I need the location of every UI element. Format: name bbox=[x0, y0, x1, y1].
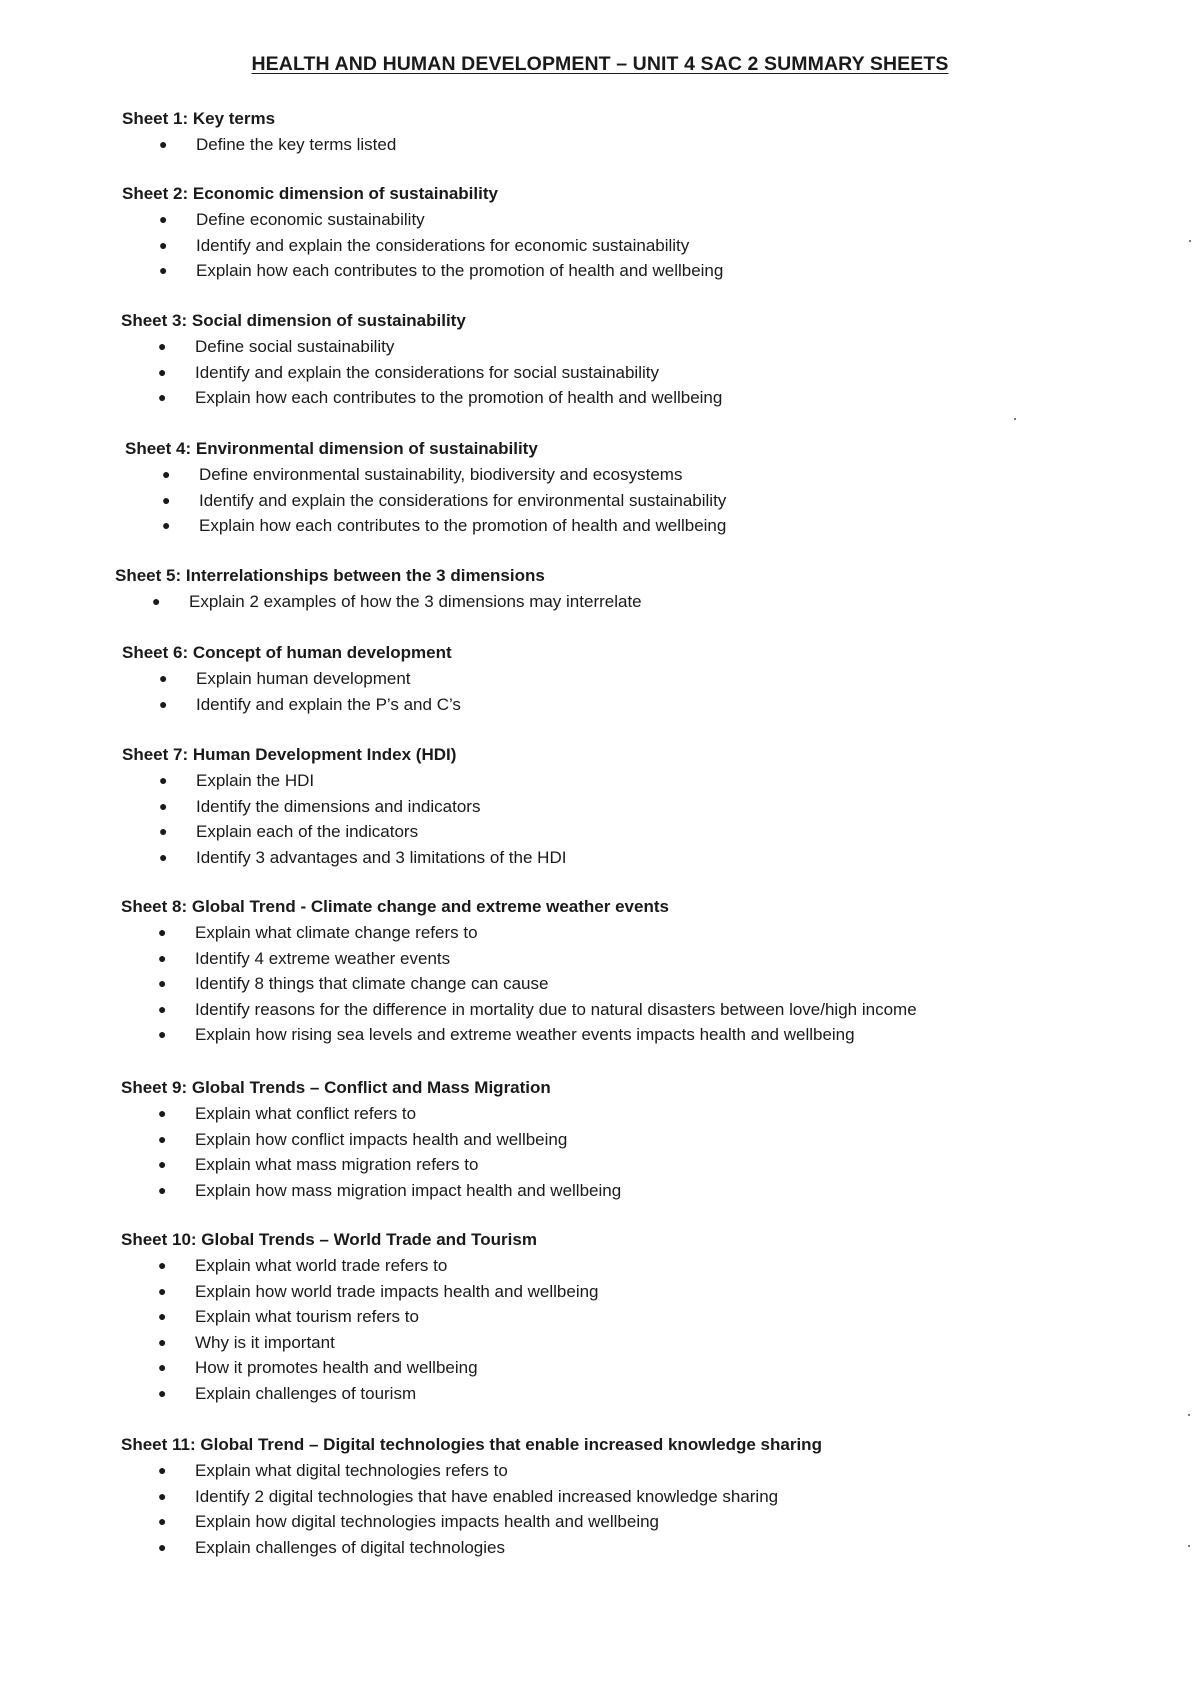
bullet-item bbox=[125, 513, 726, 539]
bullet-item bbox=[122, 845, 566, 871]
bullet-text: Explain what mass migration refers to bbox=[195, 1155, 479, 1175]
bullet-item bbox=[121, 1152, 621, 1178]
bullet-text: Define environmental sustainability, biodiversity and ecosystems bbox=[199, 465, 683, 484]
bullet-list bbox=[121, 1101, 621, 1203]
bullet-icon: ● bbox=[158, 949, 167, 966]
bullet-icon: ● bbox=[159, 848, 168, 865]
summary-sheet-section bbox=[115, 563, 642, 615]
bullet-text: Explain how conflict impacts health and wellbeing bbox=[195, 1129, 568, 1149]
bullet-icon: ● bbox=[158, 1257, 167, 1273]
bullet-text: Explain challenges of digital technologies bbox=[195, 1537, 505, 1557]
bullet-text: Explain human development bbox=[196, 669, 411, 688]
bullet-icon: ● bbox=[158, 338, 167, 354]
bullet-text: Explain how each contributes to the promotion of health and wellbeing bbox=[196, 261, 724, 281]
summary-sheet-section bbox=[122, 742, 566, 870]
bullet-text: Identify and explain the considerations for environmental sustainability bbox=[199, 490, 727, 510]
section-heading: Sheet 4: Environmental dimension of sustainability bbox=[125, 439, 538, 458]
summary-sheet-section bbox=[121, 308, 722, 411]
bullet-item bbox=[121, 1253, 599, 1279]
bullet-item bbox=[121, 1304, 599, 1330]
bullet-icon: ● bbox=[159, 262, 168, 279]
bullet-text: How it promotes health and wellbeing bbox=[195, 1358, 478, 1378]
bullet-icon: ● bbox=[158, 363, 167, 380]
bullet-text: Explain the HDI bbox=[196, 771, 315, 790]
bullet-icon: ● bbox=[158, 1308, 167, 1325]
bullet-icon: ● bbox=[152, 593, 161, 609]
bullet-text: Explain how rising sea levels and extreme weather events impacts health and wellbeing bbox=[195, 1025, 855, 1045]
bullet-item bbox=[121, 334, 722, 360]
bullet-text: Identify 4 extreme weather events bbox=[195, 948, 451, 968]
bullet-list bbox=[115, 589, 642, 615]
bullet-list bbox=[121, 334, 722, 411]
bullet-icon: ● bbox=[159, 772, 168, 788]
bullet-item bbox=[121, 920, 917, 946]
bullet-icon: ● bbox=[158, 1487, 167, 1504]
bullet-item bbox=[121, 1022, 917, 1048]
summary-sheet-section bbox=[121, 1075, 621, 1203]
bullet-item bbox=[115, 589, 642, 615]
bullet-text: Explain each of the indicators bbox=[196, 822, 419, 842]
bullet-item bbox=[121, 1458, 822, 1484]
bullet-text: Identify and explain the considerations for social sustainability bbox=[195, 362, 659, 382]
section-heading: Sheet 7: Human Development Index (HDI) bbox=[122, 745, 457, 764]
bullet-text: Explain challenges of tourism bbox=[195, 1383, 417, 1403]
bullet-text: Explain 2 examples of how the 3 dimensions may interrelate bbox=[189, 592, 642, 611]
summary-sheet-section bbox=[121, 894, 917, 1048]
bullet-item bbox=[121, 1355, 599, 1381]
section-heading: Sheet 3: Social dimension of sustainability bbox=[121, 311, 466, 330]
bullet-icon: ● bbox=[158, 1333, 167, 1350]
bullet-item bbox=[121, 1509, 822, 1535]
bullet-icon: ● bbox=[158, 924, 167, 940]
bullet-text: Explain how each contributes to the promotion of health and wellbeing bbox=[195, 388, 723, 408]
bullet-text: Explain what tourism refers to bbox=[195, 1307, 419, 1327]
section-heading: Sheet 11: Global Trend – Digital technologies that enable increased knowledge sharing bbox=[121, 1435, 822, 1454]
bullet-text: Identify 3 advantages and 3 limitations of the HDI bbox=[196, 847, 567, 867]
section-heading: Sheet 6: Concept of human development bbox=[122, 643, 452, 662]
bullet-icon: ● bbox=[158, 1156, 167, 1173]
bullet-item bbox=[122, 819, 566, 845]
bullet-text: Explain what world trade refers to bbox=[195, 1256, 448, 1275]
bullet-icon: ● bbox=[159, 236, 168, 253]
summary-sheet-section bbox=[121, 1227, 599, 1407]
section-heading: Sheet 9: Global Trends – Conflict and Mass Migration bbox=[121, 1078, 551, 1097]
bullet-text: Explain what digital technologies refers to bbox=[195, 1461, 508, 1480]
bullet-icon: ● bbox=[158, 1462, 167, 1478]
bullet-list bbox=[122, 207, 723, 284]
bullet-text: Define the key terms listed bbox=[196, 135, 397, 154]
summary-sheet-section bbox=[122, 640, 461, 717]
summary-sheet-section bbox=[125, 436, 726, 539]
bullet-icon: ● bbox=[158, 1000, 167, 1017]
bullet-item bbox=[121, 997, 917, 1023]
bullet-icon: ● bbox=[159, 797, 168, 814]
summary-sheet-section bbox=[121, 1432, 822, 1560]
bullet-text: Identify 2 digital technologies that have enabled increased knowledge sharing bbox=[195, 1486, 779, 1506]
bullet-icon: ● bbox=[158, 1513, 167, 1530]
bullet-text: Identify reasons for the difference in mortality due to natural disasters between love/high income bbox=[195, 999, 917, 1019]
bullet-item bbox=[125, 462, 726, 488]
bullet-text: Identify the dimensions and indicators bbox=[196, 796, 481, 816]
bullet-icon: ● bbox=[159, 695, 168, 712]
bullet-icon: ● bbox=[162, 517, 171, 534]
bullet-item bbox=[121, 1330, 599, 1356]
bullet-text: Explain what conflict refers to bbox=[195, 1104, 417, 1123]
bullet-text: Define social sustainability bbox=[195, 337, 395, 356]
section-heading: Sheet 5: Interrelationships between the 3 dimensions bbox=[115, 566, 545, 585]
bullet-icon: ● bbox=[162, 466, 171, 482]
bullet-icon: ● bbox=[158, 1282, 167, 1299]
bullet-icon: ● bbox=[158, 1105, 167, 1121]
bullet-text: Explain how each contributes to the promotion of health and wellbeing bbox=[199, 516, 727, 536]
bullet-item bbox=[122, 132, 396, 158]
bullet-item bbox=[121, 971, 917, 997]
bullet-item bbox=[121, 1101, 621, 1127]
page-title: HEALTH AND HUMAN DEVELOPMENT – UNIT 4 SAC 2 SUMMARY SHEETS bbox=[251, 53, 949, 75]
bullet-item bbox=[121, 1484, 822, 1510]
bullet-text: Why is it important bbox=[195, 1332, 335, 1352]
bullet-item bbox=[125, 488, 726, 514]
section-heading: Sheet 10: Global Trends – World Trade and Tourism bbox=[121, 1230, 537, 1249]
bullet-item bbox=[121, 1178, 621, 1204]
bullet-item bbox=[122, 233, 723, 259]
bullet-list bbox=[122, 768, 566, 870]
section-heading: Sheet 1: Key terms bbox=[122, 109, 276, 128]
bullet-icon: ● bbox=[158, 389, 167, 406]
bullet-icon: ● bbox=[158, 1359, 167, 1376]
summary-sheet-section bbox=[122, 181, 723, 284]
bullet-item bbox=[122, 692, 461, 718]
bullet-text: Explain how mass migration impact health and wellbeing bbox=[195, 1180, 622, 1200]
bullet-icon: ● bbox=[162, 491, 171, 508]
bullet-list bbox=[121, 1458, 822, 1560]
bullet-list bbox=[121, 1253, 599, 1407]
bullet-icon: ● bbox=[159, 670, 168, 686]
scan-speck bbox=[1189, 240, 1191, 242]
bullet-item bbox=[122, 794, 566, 820]
section-heading: Sheet 2: Economic dimension of sustainability bbox=[122, 184, 498, 203]
bullet-item bbox=[122, 666, 461, 692]
bullet-icon: ● bbox=[158, 975, 167, 992]
bullet-text: Explain what climate change refers to bbox=[195, 923, 478, 942]
bullet-icon: ● bbox=[158, 1130, 167, 1147]
bullet-icon: ● bbox=[158, 1538, 167, 1555]
bullet-item bbox=[121, 1381, 599, 1407]
bullet-icon: ● bbox=[159, 136, 168, 152]
bullet-item bbox=[122, 207, 723, 233]
summary-sheet-section bbox=[122, 106, 396, 158]
bullet-text: Define economic sustainability bbox=[196, 210, 425, 229]
bullet-item bbox=[121, 1279, 599, 1305]
bullet-icon: ● bbox=[158, 1384, 167, 1401]
bullet-list bbox=[125, 462, 726, 539]
bullet-icon: ● bbox=[159, 211, 168, 227]
bullet-item bbox=[122, 258, 723, 284]
bullet-icon: ● bbox=[159, 823, 168, 840]
bullet-list bbox=[121, 920, 917, 1048]
bullet-icon: ● bbox=[158, 1026, 167, 1043]
bullet-text: Identify and explain the P’s and C’s bbox=[196, 694, 461, 714]
section-heading: Sheet 8: Global Trend - Climate change and extreme weather events bbox=[121, 897, 669, 916]
bullet-item bbox=[121, 946, 917, 972]
bullet-text: Identify 8 things that climate change can cause bbox=[195, 974, 549, 994]
scan-speck bbox=[1014, 418, 1016, 420]
scan-speck bbox=[1188, 1414, 1190, 1416]
bullet-item bbox=[121, 1127, 621, 1153]
bullet-text: Explain how digital technologies impacts health and wellbeing bbox=[195, 1512, 660, 1532]
bullet-text: Explain how world trade impacts health and wellbeing bbox=[195, 1281, 599, 1301]
scan-speck bbox=[1188, 1545, 1190, 1547]
bullet-list bbox=[122, 132, 396, 158]
bullet-item bbox=[121, 360, 722, 386]
bullet-list bbox=[122, 666, 461, 717]
bullet-item bbox=[121, 385, 722, 411]
bullet-icon: ● bbox=[158, 1181, 167, 1198]
bullet-text: Identify and explain the considerations for economic sustainability bbox=[196, 235, 690, 255]
bullet-item bbox=[122, 768, 566, 794]
bullet-item bbox=[121, 1535, 822, 1561]
